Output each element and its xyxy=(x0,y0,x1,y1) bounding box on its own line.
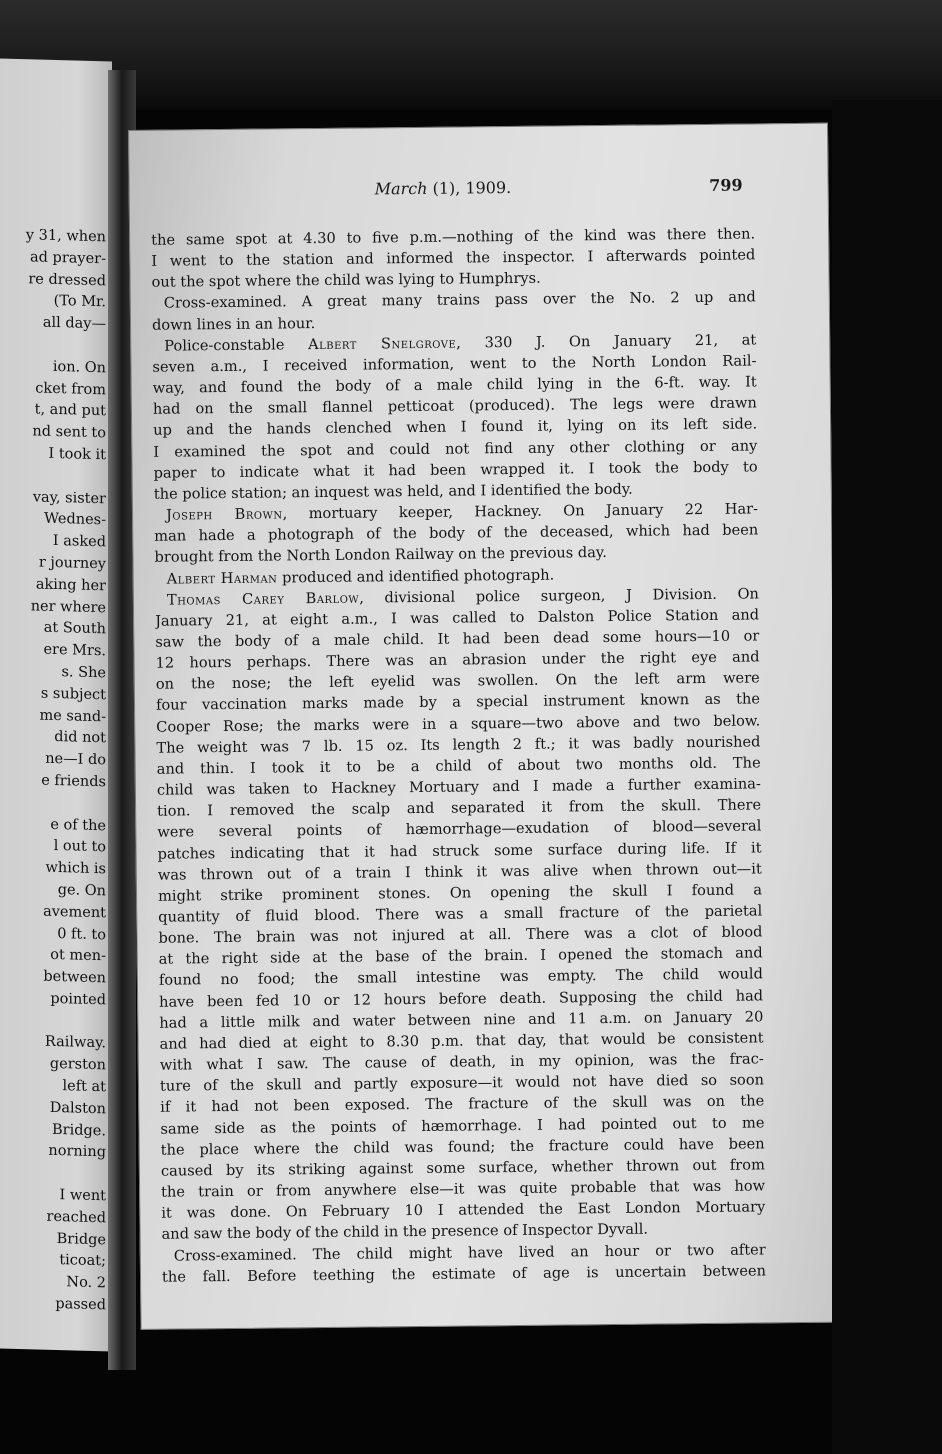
line-text: on the nose; the left eyelid was swollen. On the left arm were xyxy=(155,669,760,694)
line-text: Cooper Rose; the marks were in a square—two above and two below. xyxy=(156,712,761,736)
facing-page-line xyxy=(26,334,106,358)
facing-page-line xyxy=(26,465,106,489)
right-shadow xyxy=(832,100,942,1454)
facing-page-line: t, and put xyxy=(34,401,106,420)
line-text: The weight was 7 lb. 15 oz. Its length 2 ft.; it was badly nourished xyxy=(156,733,761,757)
line-text: and thin. I took it to be a child of about two months old. The xyxy=(156,754,761,778)
facing-page-line: Railway. xyxy=(44,1034,106,1052)
line-text: man hade a photograph of the body of the deceased, which had been xyxy=(154,521,759,545)
line-text: saw the body of a male child. It had been dead some hours—10 or xyxy=(155,627,760,651)
facing-page-line: ne—I do xyxy=(45,750,106,769)
facing-page-line: (To Mr. xyxy=(53,293,106,311)
facing-page-line: Bridge xyxy=(56,1230,106,1248)
facing-page-line: left at xyxy=(62,1078,106,1096)
facing-page-line: r journey xyxy=(38,554,106,573)
facing-page-line: I took it xyxy=(48,445,106,464)
facing-page-line: No. 2 xyxy=(66,1274,106,1292)
line-text: January 21, at eight a.m., I was called to Dalston Police Station and xyxy=(155,606,760,630)
facing-page-line: ge. On xyxy=(57,881,106,900)
line-text: same side as the points of hæmorrhage. I had pointed out to me xyxy=(160,1113,765,1138)
line-text: and had died at eight to 8.30 p.m. that day, that would be consistent xyxy=(159,1029,764,1053)
line-text: had on the small flannel petticoat (produced). The legs were drawn xyxy=(152,394,757,419)
facing-page-line: re dressed xyxy=(28,270,106,289)
line-text: the train or from anywhere else—it was quite probable that was how xyxy=(161,1177,766,1201)
facing-page-line: s. She xyxy=(61,664,106,682)
line-text: and saw the body of the child in the presence of Inspector Dyvall. xyxy=(161,1220,649,1244)
line-text: tion. I removed the scalp and separated it from the skull. There xyxy=(157,796,762,820)
facing-page-line: between xyxy=(43,968,106,987)
facing-page-line: y 31, when xyxy=(25,227,106,246)
line-text: down lines in an hour. xyxy=(151,314,316,334)
line-text: the police station; an inquest was held, and I identified the body. xyxy=(153,480,633,503)
witness-name: Thomas Carey Barlow xyxy=(166,589,360,609)
line-text: I examined the spot and could not find any other clothing or any xyxy=(153,436,758,461)
line-text: produced and identified photograph. xyxy=(277,566,555,586)
line-text: up and the hands clenched when I found it, lying on its left side. xyxy=(153,415,758,440)
facing-page-line: at South xyxy=(43,620,106,638)
witness-name: Albert Snelgrove xyxy=(307,334,457,353)
running-head-month: March xyxy=(374,178,428,199)
line-prefix: Police-constable xyxy=(164,335,309,355)
facing-page-line: gerston xyxy=(49,1056,106,1074)
facing-page-line: ot men- xyxy=(50,947,106,965)
line-text: the same spot at 4.30 to five p.m.—nothing of the kind was there then. xyxy=(151,225,756,249)
facing-page-line xyxy=(26,1162,106,1186)
facing-page-line: ion. On xyxy=(52,358,106,377)
line-text: have been fed 10 or 12 hours before death. Supposing the child had xyxy=(159,987,764,1011)
line-text: patches indicating that it had struck some surface during life. If it xyxy=(157,838,762,863)
facing-page-line: avement xyxy=(43,903,106,922)
line-text: was thrown out of a train I think it was alive when thrown out—it xyxy=(157,860,762,884)
facing-page-line: I asked xyxy=(52,533,106,551)
facing-page-line: all day— xyxy=(42,314,106,333)
line-text: had a little milk and water between nine and 11 a.m. on January 20 xyxy=(159,1008,764,1032)
line-text: , 330 J. On January 21, at xyxy=(456,331,757,352)
line-text: I went to the station and informed the inspector. I afterwards pointed xyxy=(151,246,756,270)
line-text: at the right side at the base of the brain. I opened the stomach and xyxy=(158,944,763,969)
running-head xyxy=(375,178,512,198)
facing-page-line: I went xyxy=(59,1187,106,1205)
line-text: if it had not been exposed. The fracture of the skull was on the xyxy=(160,1092,765,1117)
line-text: out the spot where the child was lying to Humphrys. xyxy=(151,269,541,292)
facing-page-line: 0 ft. to xyxy=(57,925,106,943)
line-text: quantity of fluid blood. There was a small fracture of the parietal xyxy=(158,902,763,926)
line-text: the fall. Before teething the estimate of age is uncertain between xyxy=(161,1262,767,1286)
facing-page-text xyxy=(26,225,106,1317)
witness-name: Albert Harman xyxy=(166,568,278,588)
line-text: it was done. On February 10 I attended the East London Mortuary xyxy=(161,1198,766,1222)
facing-page-line: l out to xyxy=(53,838,106,856)
page-number: 799 xyxy=(709,175,743,195)
line-text: the place where the child was found; the fracture could have been xyxy=(160,1135,765,1159)
running-head-mid: (1), xyxy=(427,178,466,198)
facing-page-line: did not xyxy=(54,729,106,747)
line-text: four vaccination marks made by a special instrument known as the xyxy=(155,690,761,715)
line-text: , mortuary keeper, Hackney. On January 22 Har- xyxy=(282,500,759,523)
line-text: ture of the skull and partly exposure—it would not have died so soon xyxy=(159,1071,765,1095)
facing-page-line: ad prayer- xyxy=(30,249,106,268)
book-page xyxy=(128,123,841,1330)
facing-page-fragment xyxy=(0,59,112,1352)
facing-page-line: cket from xyxy=(35,380,106,398)
line-text: bone. The brain was not injured at all. There was a clot of blood xyxy=(158,923,763,947)
body-text xyxy=(151,223,766,1287)
line-text: found no food; the small intestine was empty. The child would xyxy=(158,965,763,990)
line-text: with what I saw. The cause of death, in my opinion, was the frac- xyxy=(159,1050,764,1074)
facing-page-line: vay, sister xyxy=(32,488,106,507)
facing-page-line: e friends xyxy=(41,772,106,791)
line-text: paper to indicate what it had been wrapped it. I took the body to xyxy=(153,458,758,482)
witness-name: Joseph Brown xyxy=(165,505,283,524)
line-text: Cross-examined. A great many trains pass over the No. 2 up and xyxy=(163,288,756,313)
line-text: way, and found the body of a male child lying in the 6-ft. way. It xyxy=(152,373,757,397)
facing-page-line: pointed xyxy=(50,990,106,1009)
line-text: Cross-examined. The child might have lived an hour or two after xyxy=(173,1240,766,1265)
facing-page-line: aking her xyxy=(35,576,106,595)
facing-page-line: Dalston xyxy=(49,1099,106,1118)
facing-page-line: Bridge. xyxy=(52,1121,106,1139)
page-header xyxy=(129,175,829,208)
line-text: caused by its striking against some surface, whether thrown out from xyxy=(160,1156,765,1180)
running-head-year: 1909. xyxy=(465,177,512,198)
facing-page-line: passed xyxy=(55,1296,106,1314)
facing-page-line xyxy=(26,1010,106,1034)
facing-page-line: ticoat; xyxy=(59,1252,106,1270)
facing-page-line xyxy=(26,792,106,816)
line-text: brought from the North London Railway on the previous day. xyxy=(154,544,607,567)
facing-page-line: nd sent to xyxy=(32,423,106,442)
top-shadow xyxy=(0,0,942,110)
line-text: 12 hours perhaps. There was an abrasion under the right eye and xyxy=(155,648,760,672)
facing-page-line: which is xyxy=(45,859,106,878)
facing-page-line: ere Mrs. xyxy=(43,641,106,660)
facing-page-line: reached xyxy=(46,1208,106,1227)
line-text: seven a.m., I received information, went to the North London Rail- xyxy=(152,352,757,376)
facing-page-line: ner where xyxy=(30,597,106,616)
line-text: were several points of hæmorrhage—exudation of blood—several xyxy=(157,817,762,842)
facing-page-line: me sand- xyxy=(39,707,106,725)
facing-page-line: s subject xyxy=(40,685,106,704)
line-text: child was taken to Hackney Mortuary and I made a further examina- xyxy=(156,775,761,799)
line-text: , divisional police surgeon, J Division. On xyxy=(359,585,759,607)
line-text: might strike prominent stones. On opening the skull I found a xyxy=(157,881,763,905)
facing-page-line: Wednes- xyxy=(44,511,106,529)
facing-page-line: norning xyxy=(48,1143,106,1161)
facing-page-line: e of the xyxy=(50,816,106,834)
